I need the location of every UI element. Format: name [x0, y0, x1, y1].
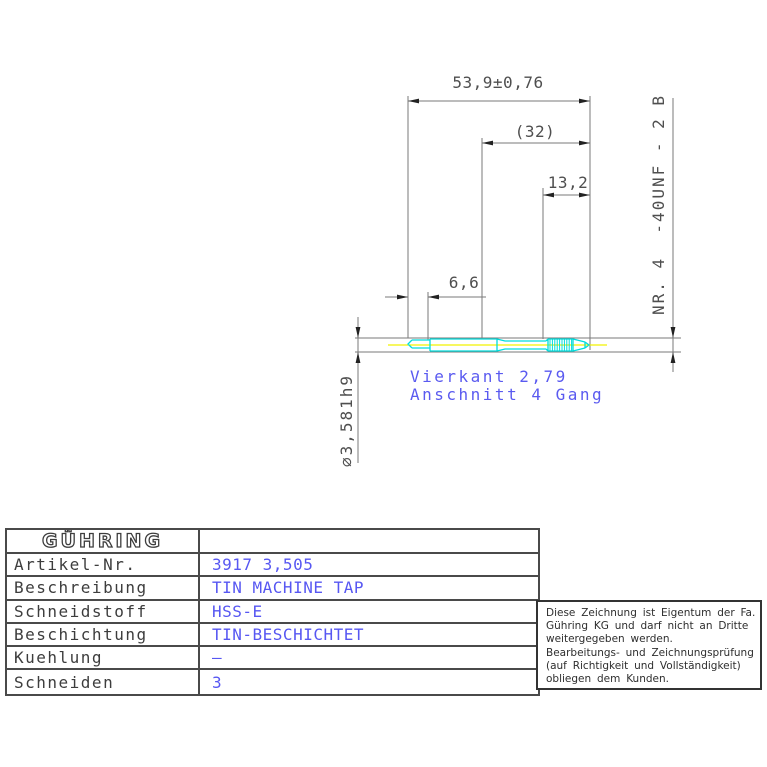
- row-label-beschichtung: Beschichtung: [7, 624, 200, 647]
- row-label-schneiden: Schneiden: [7, 670, 200, 693]
- dim-thread-length: 13,2: [547, 173, 589, 192]
- extension-lines: [355, 93, 681, 463]
- thread-designation: NR. 4 -40UNF - 2 B: [649, 93, 668, 315]
- row-value-beschichtung: TIN-BESCHICHTET: [200, 624, 538, 647]
- row-value-beschreibung: TIN MACHINE TAP: [200, 577, 538, 600]
- note-chamfer: Anschnitt 4 Gang: [410, 385, 605, 404]
- row-value-kuehlung: –: [200, 647, 538, 670]
- dimension-lines: [385, 101, 590, 297]
- notice-line: obliegen dem Kunden.: [546, 673, 669, 686]
- note-square: Vierkant 2,79: [410, 367, 568, 386]
- row-value-schneiden: 3: [212, 672, 223, 692]
- dim-shank-diameter: ⌀3,581h9: [337, 373, 356, 467]
- dim-overall-length: 53,9±0,76: [452, 73, 544, 92]
- row-label-beschreibung: Beschreibung: [7, 577, 200, 600]
- row-label-schneidstoff: Schneidstoff: [7, 601, 200, 624]
- dim-square-length: 6,6: [448, 273, 480, 292]
- logo-row-spacer: [200, 530, 538, 554]
- notice-line: Bearbeitungs- und Zeichnungsprüfung: [546, 646, 754, 659]
- ownership-notice: [536, 600, 762, 690]
- notice-line: (auf Richtigkeit und Vollständigkeit): [546, 659, 741, 672]
- row-label-kuehlung: Kuehlung: [7, 647, 200, 670]
- logo-cell: [7, 530, 200, 554]
- notice-line: Gühring KG und darf nicht an Dritte: [546, 620, 749, 633]
- title-block: [5, 528, 540, 696]
- notice-line: weitergegeben werden.: [546, 633, 673, 646]
- guehring-logo: GÜHRING: [41, 530, 164, 552]
- notice-line: Diese Zeichnung ist Eigentum der Fa.: [546, 607, 756, 619]
- row-label-artikel-nr: Artikel-Nr.: [7, 554, 200, 577]
- row-value-schneidstoff: HSS-E: [200, 601, 538, 624]
- dim-ref-32: (32): [514, 122, 556, 141]
- row-value-artikel-nr: 3917 3,505: [200, 554, 538, 577]
